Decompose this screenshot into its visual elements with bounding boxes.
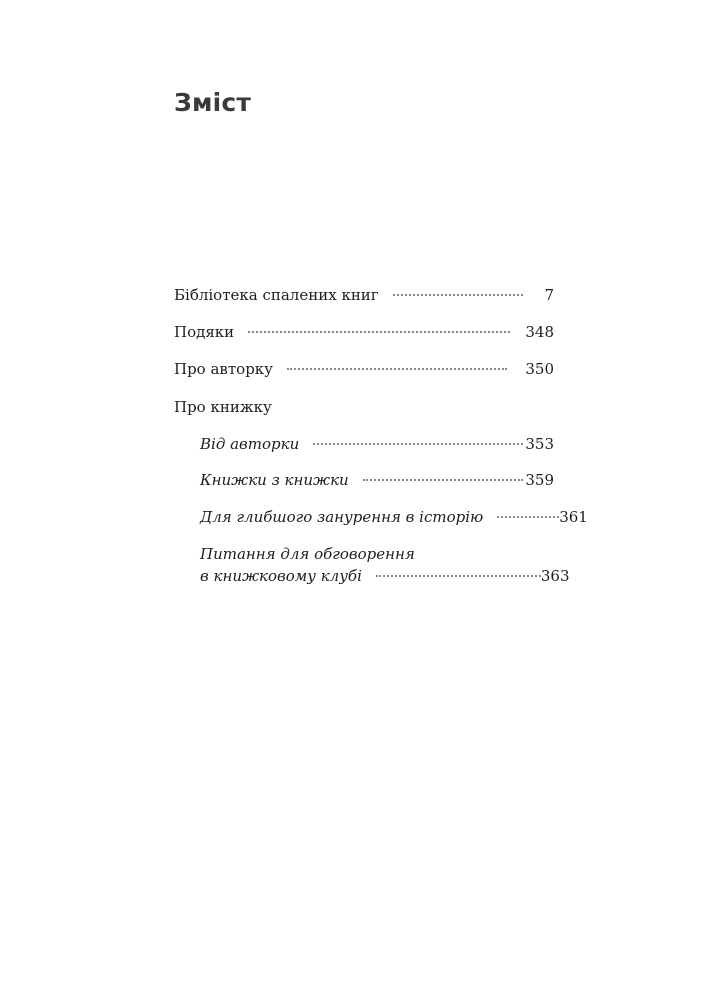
toc-subentry-books-from-book[interactable] <box>200 470 554 490</box>
toc-page-number: 7 <box>544 286 554 304</box>
toc-entry-about-author[interactable] <box>174 359 554 379</box>
dot-leader <box>376 575 541 577</box>
toc-subentry-deeper-history[interactable] <box>200 507 588 527</box>
toc-entry-label: Для глибшого занурення в історію <box>200 508 484 526</box>
toc-subentry-book-club-questions[interactable] <box>200 543 570 587</box>
toc-entry-label-line-1: Питання для обговорення <box>200 545 415 563</box>
page-title: Зміст <box>174 88 252 117</box>
dot-leader <box>313 443 523 445</box>
toc-entry-acknowledgements[interactable] <box>174 322 554 342</box>
dot-leader <box>497 516 559 518</box>
toc-section-heading: Про книжку <box>174 398 272 416</box>
dot-leader <box>363 479 523 481</box>
dot-leader <box>287 368 507 370</box>
toc-entry-library[interactable] <box>174 285 554 305</box>
toc-page-number: 359 <box>525 471 554 489</box>
toc-entry-label: Подяки <box>174 323 235 341</box>
toc-entry-label: Про авторку <box>174 360 274 378</box>
toc-entry-label: Книжки з книжки <box>200 471 349 489</box>
toc-page-number: 361 <box>559 508 588 526</box>
toc-entry-label-line-2: в книжковому клубі <box>200 567 362 585</box>
toc-page-number: 350 <box>525 360 554 378</box>
toc-entry-label: Бібліотека спалених книг <box>174 286 379 304</box>
toc-entry-label: Від авторки <box>200 435 300 453</box>
toc-page-number: 363 <box>540 567 570 585</box>
toc-subentry-from-author[interactable] <box>200 434 554 454</box>
toc-page-number: 348 <box>525 323 554 341</box>
dot-leader <box>248 331 510 333</box>
dot-leader <box>393 294 523 296</box>
toc-page-number: 353 <box>525 435 554 453</box>
